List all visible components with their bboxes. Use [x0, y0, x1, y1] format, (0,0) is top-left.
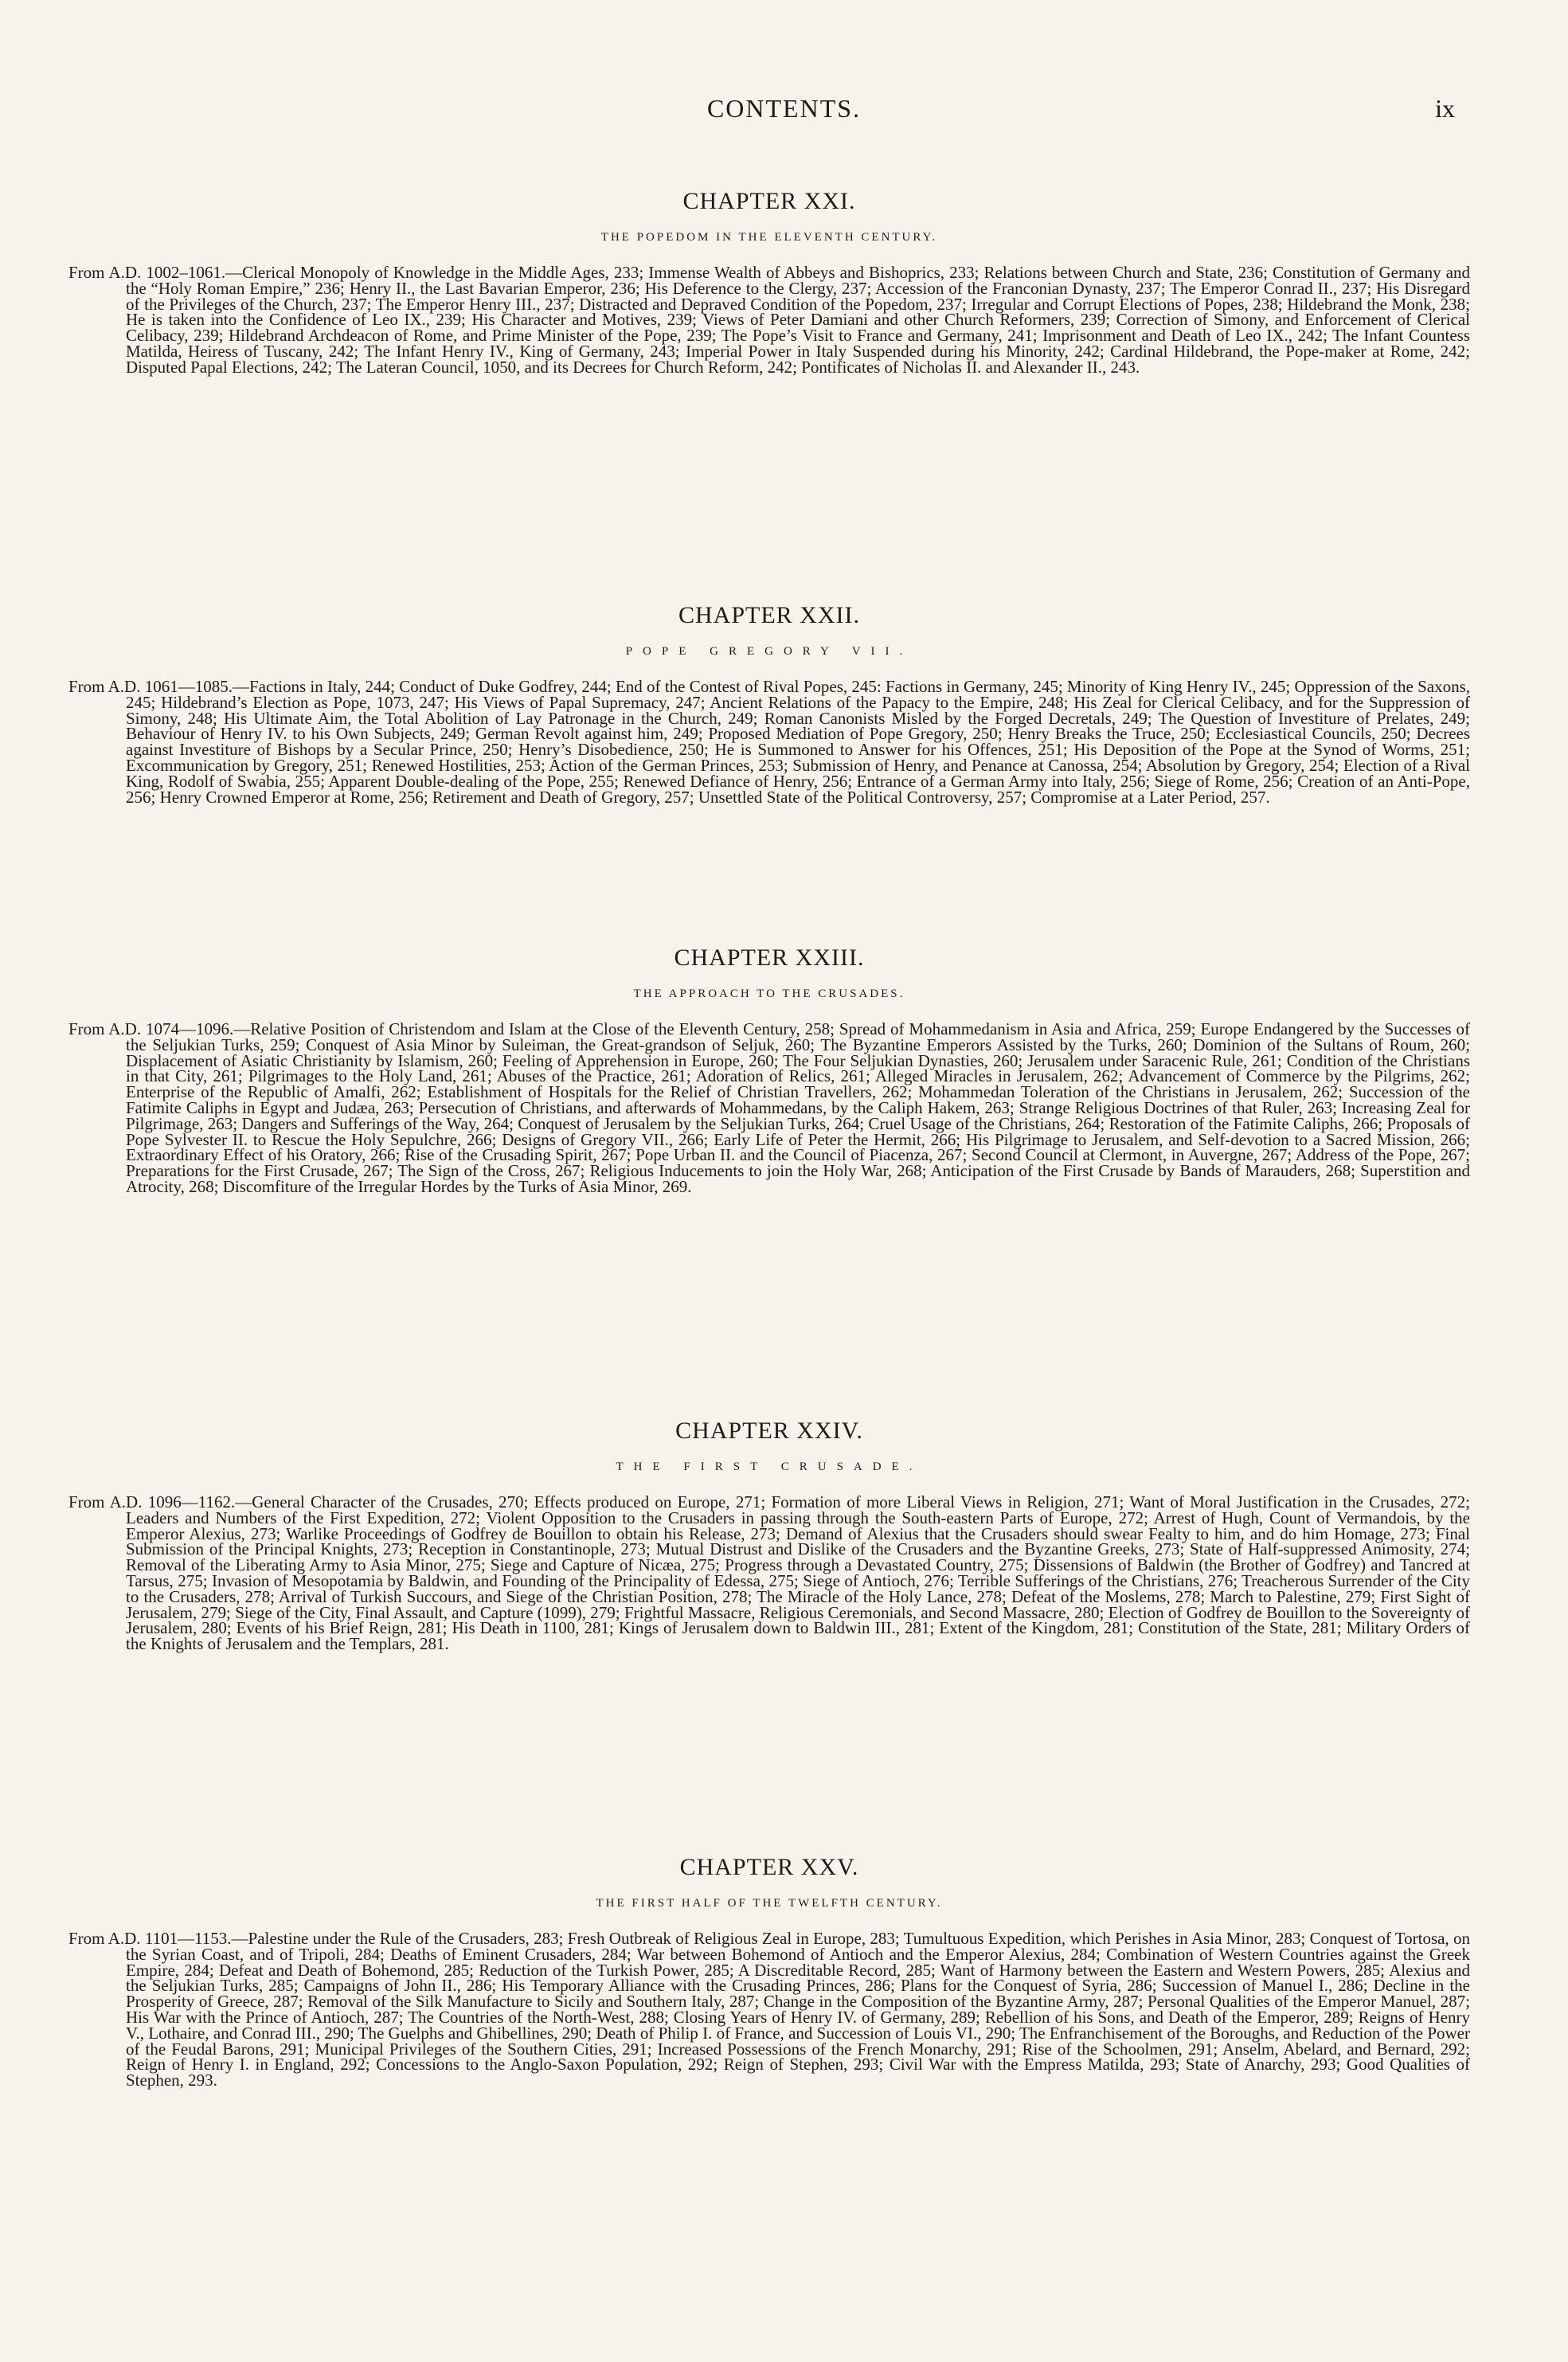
page-number: ix — [1435, 94, 1455, 123]
chapter-xxiii — [68, 944, 1470, 1195]
summary-text: Clerical Monopoly of Knowledge in the Middle Ages, 233; Immense Wealth of Abbeys and Bishoprics, 233; Relations between Church and State, 236; Constitution of Germany and the “Holy Roman Empire,” 236; Henry II., the Last Bavarian Emperor, 236; His Deference to the Clergy, 237; Accession of the Franconian Dynasty, 237; The Emperor Conrad II., 237; His Disregard of the Privileges of the Church, 237; The Emperor Henry III., 237; Distracted and Depraved Condition of the Popedom, 237; Irregular and Corrupt Elections of Popes, 238; Hildebrand the Monk, 238; He is taken into the Confidence of Leo IX., 239; His Character and Motives, 239; Views of Peter Damiani and other Church Reformers, 239; Correction of Simony, and Enforcement of Clerical Celibacy, 239; Hildebrand Archdeacon of Rome, and Prime Minister of the Pope, 239; The Pope’s Visit to France and Germany, 241; Imprisonment and Death of Leo IX., 242; The Infant Countess Matilda, Heiress of Tuscany, 242; The Infant Henry IV., King of Germany, 243; Imperial Power in Italy Suspended during his Minority, 242; Cardinal Hildebrand, the Pope-maker at Rome, 242; Disputed Papal Elections, 242; The Lateran Council, 1050, and its Decrees for Church Reform, 242; Pontificates of Nicholas II. and Alexander II., 243. — [126, 263, 1470, 377]
chapter-heading: CHAPTER XXIV. — [675, 1418, 863, 1444]
chapter-subtitle: POPE GREGORY VII. — [625, 645, 913, 658]
from-label: From — [68, 1492, 105, 1511]
chapter-summary — [68, 1019, 1470, 1196]
summary-text: Relative Position of Christendom and Islam at the Close of the Eleventh Century, 258; Spread of Mohammedanism in Asia and Africa, 259; Europe Endangered by the Successes of the Seljukian Turks, 259; Conquest of Asia Minor by Suleiman, the Great-grandson of Seljuk, 260; The Byzantine Emperors Assisted by the Turks, 260; Dominion of the Sultans of Roum, 260; Displacement of Asiatic Christianity by Islamism, 260; Feeling of Apprehension in Europe, 260; The Four Seljukian Dynasties, 260; Jerusalem under Saracenic Rule, 261; Condition of the Christians in that City, 261; Pilgrimages to the Holy Land, 261; Abuses of the Practice, 261; Adoration of Relics, 261; Alleged Miracles in Jerusalem, 262; Advancement of Commerce by the Pilgrims, 262; Enterprise of the Republic of Amalfi, 262; Establishment of Hospitals for the Relief of Christian Travellers, 262; Mohammedan Toleration of the Christians in Jerusalem, 262; Succession of the Fatimite Caliphs in Egypt and Judæa, 263; Persecution of Christians, and afterwards of Mohammedans, by the Caliph Hakem, 263; Strange Religious Doctrines of that Ruler, 263; Increasing Zeal for Pilgrimage, 263; Dangers and Sufferings of the Way, 264; Conquest of Jerusalem by the Seljukian Turks, 264; Cruel Usage of the Christians, 264; Restoration of the Fatimite Caliphs, 266; Proposals of Pope Sylvester II. to Rescue the Holy Sepulchre, 266; Designs of Gregory VII., 266; Early Life of Peter the Hermit, 266; His Pilgrimage to Jerusalem, and Self-devotion to a Sacred Mission, 266; Extraordinary Effect of his Oratory, 266; Rise of the Crusading Spirit, 267; Pope Urban II. and the Council of Piacenza, 267; Second Council at Clermont, in Auvergne, 267; Address of the Pope, 267; Preparations for the First Crusade, 267; The Sign of the Cross, 267; Religious Inducements to join the Holy War, 268; Anticipation of the First Crusade by Bands of Marauders, 268; Superstition and Atrocity, 268; Discomfiture of the Irregular Hordes by the Turks of Asia Minor, 269. — [126, 1019, 1470, 1196]
date-range: A.D. 1101—1153.— — [108, 1929, 248, 1948]
chapter-subtitle: THE POPEDOM IN THE ELEVENTH CENTURY. — [600, 231, 938, 244]
chapter-summary — [68, 1492, 1470, 1654]
chapter-summary — [68, 679, 1470, 805]
date-range: A.D. 1096—1162.— — [109, 1492, 252, 1511]
chapter-heading: CHAPTER XXII. — [678, 602, 860, 628]
chapter-subtitle: THE FIRST HALF OF THE TWELFTH CENTURY. — [596, 1897, 943, 1910]
chapter-xxi — [68, 188, 1470, 376]
date-range: A.D. 1061—1085.— — [108, 677, 249, 696]
page-header — [0, 94, 1568, 134]
from-label: From — [68, 677, 105, 696]
chapter-heading: CHAPTER XXV. — [679, 1854, 859, 1880]
chapter-xxii — [68, 602, 1470, 805]
summary-text: Factions in Italy, 244; Conduct of Duke Godfrey, 244; End of the Contest of Rival Popes, 245: Factions in Germany, 245; Minority of King Henry IV., 245; Oppression of the Saxons, 245; Hildebrand’s Election as Pope, 1073, 247; His Views of Papal Supremacy, 247; Ancient Relations of the Papacy to the Empire, 248; His Zeal for Clerical Celibacy, and for the Suppression of Simony, 248; His Ultimate Aim, the Total Abolition of Lay Patronage in the Church, 249; Roman Canonists Misled by the Forged Decretals, 249; The Question of Investiture of Prelates, 249; Behaviour of Henry IV. to his Own Subjects, 249; German Revolt against him, 249; Proposed Mediation of Pope Gregory, 250; Henry Breaks the Truce, 250; Ecclesiastical Councils, 250; Decrees against Investiture of Bishops by a Secular Prince, 250; Henry’s Disobedience, 250; He is Summoned to Answer for his Offences, 251; His Deposition of the Pope at the Synod of Worms, 251; Excommunication by Gregory, 251; Renewed Hostilities, 253; Action of the German Princes, 253; Submission of Henry, and Penance at Canossa, 254; Absolution by Gregory, 254; Election of a Rival King, Rodolf of Swabia, 255; Apparent Double-dealing of the Pope, 255; Renewed Defiance of Henry, 256; Entrance of a German Army into Italy, 256; Siege of Rome, 256; Creation of an Anti-Pope, 256; Henry Crowned Emperor at Rome, 256; Retirement and Death of Gregory, 257; Unsettled State of the Political Controversy, 257; Compromise at a Later Period, 257. — [126, 677, 1471, 807]
from-label: From — [68, 263, 105, 282]
date-range: A.D. 1074—1096.— — [108, 1019, 251, 1038]
chapter-heading: CHAPTER XXIII. — [674, 944, 865, 971]
running-title: CONTENTS. — [706, 94, 862, 123]
summary-text: Palestine under the Rule of the Crusaders, 283; Fresh Outbreak of Religious Zeal in Europe, 283; Tumultuous Expedition, which Perishes in Asia Minor, 283; Conquest of Tortosa, on the Syrian Coast, and of Tripoli, 284; Deaths of Eminent Crusaders, 284; War between Bohemond of Antioch and the Emperor Alexius, 284; Combination of Western Countries against the Greek Empire, 284; Defeat and Death of Bohemond, 285; Reduction of the Turkish Power, 285; A Discreditable Record, 285; Want of Harmony between the Eastern and Western Powers, 285; Alexius and the Seljukian Turks, 285; Campaigns of John II., 286; His Temporary Alliance with the Crusading Princes, 286; Plans for the Conquest of Syria, 286; Succession of Manuel I., 286; Decline in the Prosperity of Greece, 287; Removal of the Silk Manufacture to Sicily and Southern Italy, 287; Change in the Composition of the Byzantine Army, 287; Personal Qualities of the Emperor Manuel, 287; His War with the Prince of Antioch, 287; The Countries of the North-West, 288; Closing Years of Henry IV. of Germany, 289; Rebellion of his Sons, and Death of the Emperor, 289; Reigns of Henry V., Lothaire, and Conrad III., 290; The Guelphs and Ghibellines, 290; Death of Philip I. of France, and Succession of Louis VI., 290; The Enfranchisement of the Boroughs, and Reduction of the Power of the Feudal Barons, 291; Municipal Privileges of the Southern Cities, 291; Increased Possessions of the French Monarchy, 291; Rise of the Schoolmen, 291; Anselm, Abelard, and Bernard, 292; Reign of Henry I. in England, 292; Concessions to the Anglo-Saxon Population, 292; Reign of Stephen, 293; Civil War with the Empress Matilda, 293; State of Anarchy, 293; Good Qualities of Stephen, 293. — [126, 1929, 1471, 2090]
chapter-xxiv — [68, 1418, 1470, 1652]
from-label: From — [68, 1929, 105, 1948]
chapter-subtitle: THE FIRST CRUSADE. — [616, 1461, 923, 1473]
summary-text: General Character of the Crusades, 270; Effects produced on Europe, 271; Formation of more Liberal Views in Religion, 271; Want of Moral Justification in the Crusades, 272; Leaders and Numbers of the First Expedition, 272; Violent Opposition to the Crusaders in passing through the South-eastern Parts of Europe, 272; Arrest of Hugh, Count of Vermandois, by the Emperor Alexius, 273; Warlike Proceedings of Godfrey de Bouillon to obtain his Release, 273; Demand of Alexius that the Crusaders should swear Fealty to him, and do him Homage, 273; Final Submission of the Principal Knights, 273; Reception in Constantinople, 273; Mutual Distrust and Dislike of the Crusaders and the Byzantine Greeks, 273; State of Half-suppressed Animosity, 274; Removal of the Liberating Army to Asia Minor, 275; Siege and Capture of Nicæa, 275; Progress through a Devastated Country, 275; Dissensions of Baldwin (the Brother of Godfrey) and Tancred at Tarsus, 275; Invasion of Mesopotamia by Baldwin, and Founding of the Principality of Edessa, 275; Siege of Antioch, 276; Terrible Sufferings of the Christians, 276; Treacherous Surrender of the City to the Crusaders, 278; Arrival of Turkish Succours, and Siege of the Christian Position, 278; The Miracle of the Holy Lance, 278; Defeat of the Moslems, 278; March to Palestine, 279; First Sight of Jerusalem, 279; Siege of the City, Final Assault, and Capture (1099), 279; Frightful Massacre, Religious Ceremonials, and Second Massacre, 280; Election of Godfrey de Bouillon to the Sovereignty of Jerusalem, 280; Events of his Brief Reign, 281; His Death in 1100, 281; Kings of Jerusalem down to Baldwin III., 281; Extent of the Kingdom, 281; Constitution of the State, 281; Military Orders of the Knights of Jerusalem and the Templars, 281. — [126, 1492, 1470, 1654]
date-range: A.D. 1002–1061.— — [108, 263, 243, 282]
chapter-xxv — [68, 1854, 1470, 2089]
chapter-heading: CHAPTER XXI. — [682, 188, 856, 214]
chapter-summary — [68, 265, 1470, 376]
from-label: From — [68, 1019, 105, 1038]
chapter-subtitle: THE APPROACH TO THE CRUSADES. — [633, 987, 905, 1000]
chapter-summary — [68, 1931, 1470, 2089]
